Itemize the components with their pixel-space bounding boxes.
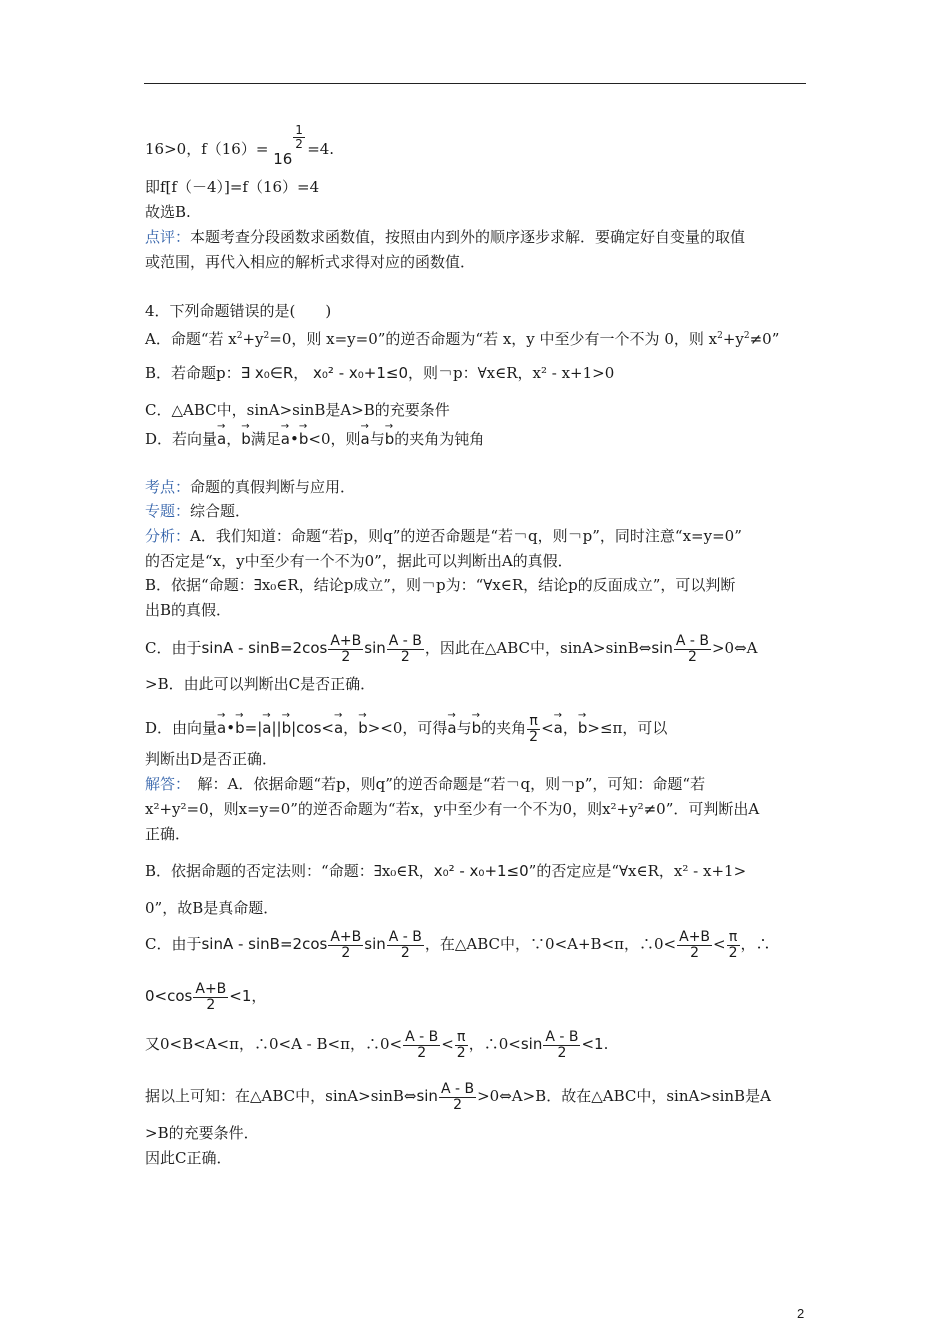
option-b: B．若命题p：∃ x₀∈R， x₀² - x₀+1≤0，则￢p：∀x∈R，x² - x+1>0 <box>145 364 615 382</box>
topic-line: 考点：命题的真假判断与应用． <box>145 478 356 496</box>
analysis-c: C．由于sinA - sinB=2cos $\frac{A+B}{2}$ sin $\frac{A - B}{2}$ ，因此在△ABC中，sinA>sinB⇔sin $\frac{A - B}{2}$ >0⇔A <box>145 632 758 665</box>
solution-b: B．依据命题的否定法则：“命题：∃x₀∈R，x₀² - x₀+1≤0”的否定应是“∀x∈R，x² - x+1> <box>145 862 747 880</box>
analysis-line: 的否定是“x，y中至少有一个不为0”，据此可以判断出A的真假． <box>145 552 573 570</box>
option-c: C．△ABC中，sinA>sinB是A>B的充要条件 <box>145 401 450 419</box>
solution-line: x²+y²=0，则x=y=0”的逆否命题为“若x，y中至少有一个不为0，则x²+y²≠0”．可判断出A <box>145 800 760 818</box>
option-a: A．命题“若 $x^2+y^2=0$，则 x=y=0”的逆否命题为“若 x，y 中至少有一个不为 0，则 $x^2+y^2\ne 0$” <box>145 330 780 348</box>
solution-label: 解答： <box>145 775 183 793</box>
comment-line: 点评：本题考查分段函数求函数值，按照由内到外的顺序逐步求解．要确定好自变量的取值 <box>145 228 746 246</box>
question-title: 4．下列命题错误的是( ) <box>145 302 332 320</box>
vector-b: → b <box>241 424 251 448</box>
solution-line: 正确． <box>145 825 191 843</box>
solution-c4: 据以上可知：在△ABC中，sinA>sinB⇔sin $\frac{A - B}{2}$ >0⇔A>B．故在△ABC中，sinA>sinB是A <box>145 1080 771 1113</box>
solution-line: 因此C正确． <box>145 1149 232 1167</box>
analysis-d: D．由向量→ a•→ b=|→ a||→ b|cos<→ a，→ b><0，可得→ a与→ b的夹角 $\frac{\pi}{2}$ <→ a，→ b>≤π，可以 <box>145 702 667 748</box>
text-line: 即f[f（－4）]=f（16）=4 <box>145 178 320 196</box>
text-line: 16>0，f（16）= 16 $\frac{1}{2}$ =4. <box>145 123 335 168</box>
analysis-line: >B．由此可以判断出C是否正确． <box>145 675 376 693</box>
category-line: 专题：综合题． <box>145 502 251 520</box>
text-line: 故选B. <box>145 203 191 221</box>
solution-line: 0”，故B是真命题． <box>145 899 279 917</box>
option-d: D．若向量→ a，→ b满足→ a•→ b<0，则→ a与→ b的夹角为钝角 <box>145 424 484 448</box>
comment-line: 或范围，再代入相应的解析式求得对应的函数值． <box>145 253 476 271</box>
header-rule <box>144 83 806 84</box>
comment-label: 点评： <box>145 228 191 246</box>
solution-c: C．由于sinA - sinB=2cos $\frac{A+B}{2}$ sin $\frac{A - B}{2}$ ，在△ABC中，∵0<A+B<π，∴0< $\frac{A+B}{2}$ < $\frac{\pi}{2}$ ，∴ <box>145 928 771 961</box>
analysis-line: 判断出D是否正确． <box>145 750 278 768</box>
solution-c2: 0<cos $\frac{A+B}{2}$ <1， <box>145 980 267 1013</box>
vector-a: → a <box>217 424 226 448</box>
analysis-line: 出B的真假． <box>145 601 232 619</box>
solution-line: >B的充要条件． <box>145 1124 259 1142</box>
solution-c3: 又0<B<A<π，∴0<A - B<π，∴0< $\frac{A - B}{2}$ < $\frac{\pi}{2}$ ，∴0<sin $\frac{A - B}{2}$ <1. <box>145 1028 609 1061</box>
analysis-label: 分析： <box>145 527 191 545</box>
analysis-line: B．依据“命题：∃x₀∈R，结论p成立”，则￢p为：“∀x∈R，结论p的反面成立”，可以判断 <box>145 576 736 594</box>
category-label: 专题： <box>145 502 191 520</box>
solution-line: 解答： 解：A．依据命题“若p，则q”的逆否命题是“若￢q，则￢p”，可知：命题“若 <box>145 775 706 793</box>
analysis-line: 分析：A．我们知道：命题“若p，则q”的逆否命题是“若￢q，则￢p”，同时注意“x=y=0” <box>145 527 742 545</box>
topic-label: 考点： <box>145 478 191 496</box>
page-number: 2 <box>797 1306 805 1321</box>
